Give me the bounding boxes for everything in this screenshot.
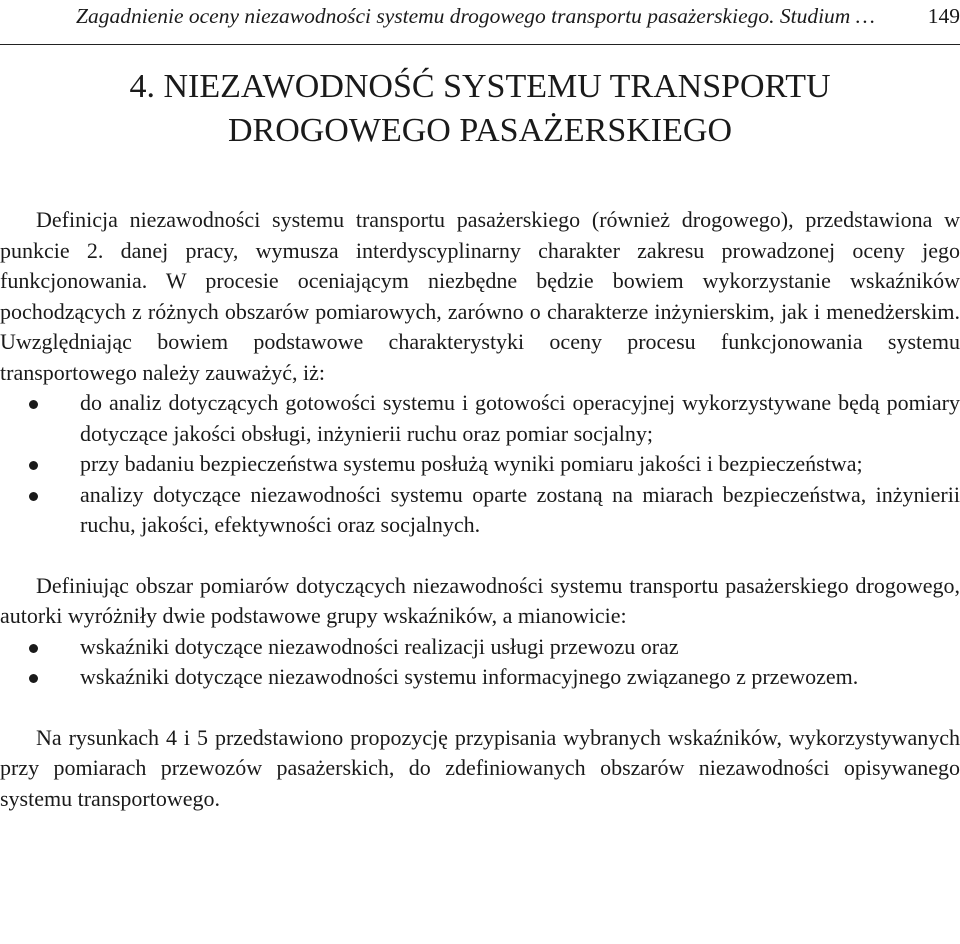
bullet-list-2 <box>0 632 960 693</box>
list-item-text: przy badaniu bezpieczeństwa systemu posłużą wyniki pomiaru jakości i bezpieczeństwa; <box>80 451 863 476</box>
chapter-title-line-2: DROGOWEGO PASAŻERSKIEGO <box>227 112 733 149</box>
page-number: 149 <box>927 4 960 28</box>
chapter-title-line-1: 4. NIEZAWODNOŚĆ SYSTEMU TRANSPORTU <box>129 68 831 105</box>
list-item <box>0 632 960 663</box>
list-item <box>0 449 960 480</box>
list-item-text: wskaźniki dotyczące niezawodności systemu informacyjnego związanego z przewozem. <box>80 664 859 689</box>
paragraph-2: Definiując obszar pomiarów dotyczących niezawodności systemu transportu pasażerskiego drogowego, autorki wyróżniły dwie podstawowe grupy wskaźników, a mianowicie: <box>0 572 960 628</box>
body-text <box>0 205 960 814</box>
bullet-dot-icon <box>29 644 38 653</box>
list-item <box>0 480 960 541</box>
paragraph-1: Definicja niezawodności systemu transportu pasażerskiego (również drogowego), przedstawiona w punkcie 2. danej pracy, wymusza interdyscyplinarny charakter zakresu prowadzonej oceny jego funkcjonowania. W procesie oceniającym niezbędne będzie bowiem wykorzystanie wskaźników pochodzących z różnych obszarów pomiarowych, zarówno o charakterze inżynierskim, jak i menedżerskim. Uwzględniając bowiem podstawowe charakterystyki oceny procesu funkcjonowania systemu transportowego należy zauważyć, iż: <box>0 207 960 385</box>
paragraph-3: Na rysunkach 4 i 5 przedstawiono propozycję przypisania wybranych wskaźników, wykorzystywanych przy pomiarach przewozów pasażerskich, do zdefiniowanych obszarów niezawodności opisywanego systemu transportowego. <box>0 724 960 811</box>
list-item-text: wskaźniki dotyczące niezawodności realizacji usługi przewozu oraz <box>80 633 679 659</box>
list-item <box>0 388 960 449</box>
spacer <box>0 541 960 571</box>
bullet-dot-icon <box>29 461 38 470</box>
list-item-text: do analiz dotyczących gotowości systemu i gotowości operacyjnej wykorzystywane będą pomiary dotyczące jakości obsługi, inżynierii ruchu oraz pomiar socjalny; <box>80 390 960 446</box>
list-item <box>0 662 960 693</box>
running-title: Zagadnienie oceny niezawodności systemu drogowego transportu pasażerskiego. Studium … <box>76 4 875 28</box>
running-header <box>0 0 960 45</box>
bullet-dot-icon <box>29 492 38 501</box>
bullet-dot-icon <box>29 674 38 683</box>
list-item-text: analizy dotyczące niezawodności systemu oparte zostaną na miarach bezpieczeństwa, inżynierii ruchu, jakości, efektywności oraz socjalnych. <box>80 481 960 537</box>
chapter-title <box>0 65 960 153</box>
bullet-list-1 <box>0 388 960 541</box>
bullet-dot-icon <box>29 400 38 409</box>
spacer <box>0 693 960 723</box>
